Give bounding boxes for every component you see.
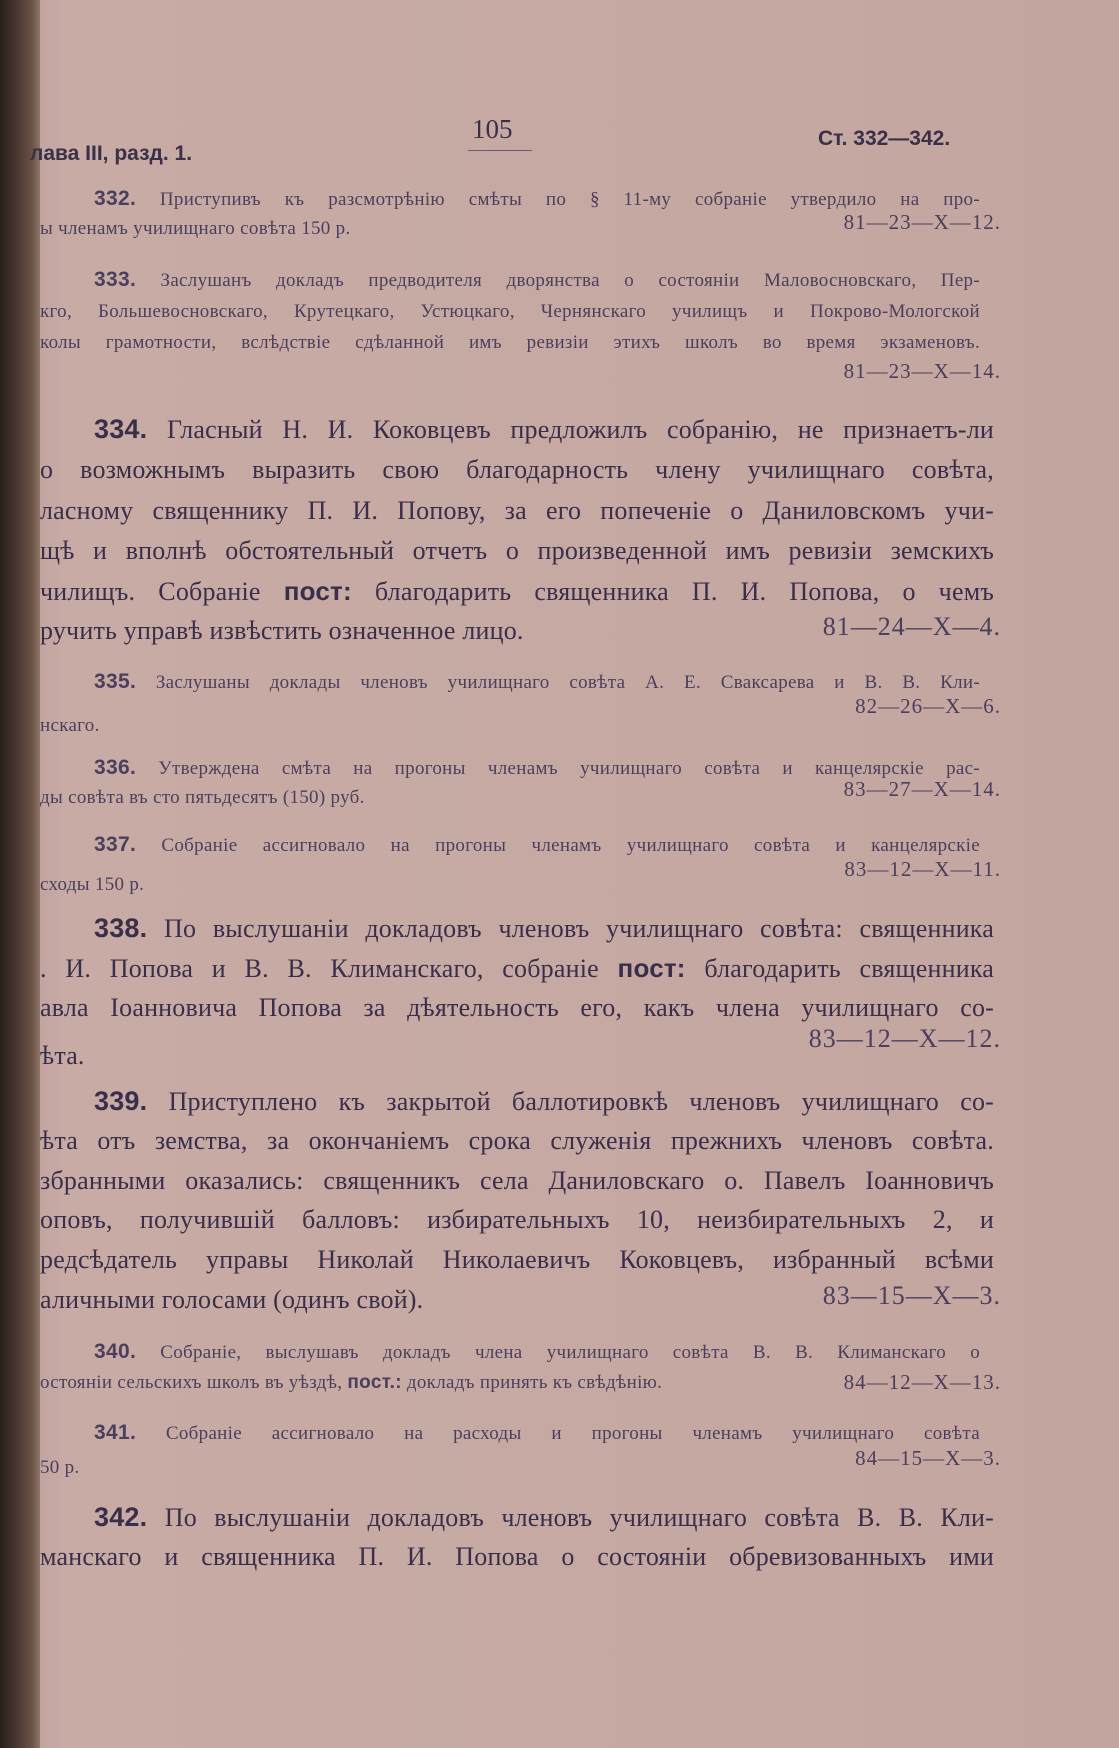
article-line: 50 р. <box>40 1457 80 1478</box>
article-line: ласному священнику П. И. Попову, за его попеченіе о Даниловскомъ учи- <box>40 496 994 525</box>
article-line: ды совѣта въ сто пятьдесятъ (150) руб. <box>40 787 365 808</box>
article-line: о возможнымъ выразить свою благодарность члену училищнаго совѣта, <box>40 455 994 484</box>
article-line: сходы 150 р. <box>40 874 145 895</box>
article-line: 340. Собраніе, выслушавъ докладъ члена училищнаго совѣта В. В. Климанскаго о <box>94 1340 980 1363</box>
resolution-keyword: пост: <box>283 576 352 606</box>
article-line: 332. Приступивъ къ разсмотрѣнію смѣты по § 11-му собраніе утвердило на про- <box>94 187 980 210</box>
article-number: 333. <box>94 268 137 291</box>
article-line: 334. Гласный Н. И. Коковцевъ предложилъ собранію, не признаетъ-ли <box>94 414 994 444</box>
article-line: 335. Заслушаны доклады членовъ училищнаго совѣта А. Е. Сваксарева и В. В. Кли- <box>94 670 980 693</box>
book-binding-edge <box>0 0 40 1748</box>
article-reference: 84—15—X—3. <box>855 1446 1001 1470</box>
article-reference: 81—24—X—4. <box>822 612 1001 641</box>
article-reference: 83—15—X—3. <box>822 1281 1001 1310</box>
article-number: 342. <box>94 1502 148 1532</box>
resolution-keyword: пост.: <box>347 1372 402 1393</box>
article-line: збранными оказались: священникъ села Даниловскаго о. Павелъ Іоанновичъ <box>40 1166 994 1195</box>
article-line: 336. Утверждена смѣта на прогоны членамъ училищнаго совѣта и канцелярскіе рас- <box>94 756 980 779</box>
article-line: аличными голосами (одинъ свой). <box>40 1285 424 1314</box>
article-number: 336. <box>94 756 137 779</box>
article-number: 338. <box>94 913 148 943</box>
article-line: 333. Заслушанъ докладъ предводителя дворянства о состояніи Маловосновскаго, Пер- <box>94 268 980 291</box>
article-reference: 83—12—X—11. <box>844 857 1001 881</box>
article-line: чилищъ. Собраніе пост: благодарить священника П. И. Попова, о чемъ <box>40 576 994 606</box>
article-line: 339. Приступлено къ закрытой баллотировкѣ членовъ училищнаго со- <box>94 1086 994 1116</box>
page-number: 105 <box>472 114 513 144</box>
resolution-keyword: пост: <box>617 953 686 983</box>
article-line: 341. Собраніе ассигновало на расходы и прогоны членамъ училищнаго совѣта <box>94 1421 980 1444</box>
article-reference: 83—12—X—12. <box>808 1024 1001 1053</box>
article-line: оповъ, получившій балловъ: избирательныхъ 10, неизбирательныхъ 2, и <box>40 1205 994 1234</box>
article-line: ѣта. <box>40 1041 85 1070</box>
article-line: кго, Большевосновскаго, Крутецкаго, Устюцкаго, Чернянскаго училищъ и Покрово-Мологской <box>40 301 980 322</box>
article-line: колы грамотности, вслѣдствіе сдѣланной имъ ревизіи этихъ школъ во время экзаменовъ. <box>40 332 980 353</box>
article-number: 340. <box>94 1340 137 1363</box>
article-number: 335. <box>94 670 137 693</box>
article-line: остояніи сельскихъ школъ въ уѣздѣ, пост.: докладъ принять къ свѣдѣнію. <box>40 1372 663 1393</box>
article-reference: 83—27—X—14. <box>843 777 1001 801</box>
article-number: 341. <box>94 1421 137 1444</box>
article-reference: 81—23—X—14. <box>843 359 1001 383</box>
article-line: ручить управѣ извѣстить означенное лицо. <box>40 616 524 645</box>
article-line: авла Іоанновича Попова за дѣятельность его, какъ члена училищнаго со- <box>40 993 994 1022</box>
article-line: редсѣдатель управы Николай Николаевичъ Коковцевъ, избранный всѣми <box>40 1245 994 1274</box>
chapter-section-header: лава III, разд. 1. <box>30 142 193 165</box>
article-line: ы членамъ училищнаго совѣта 150 р. <box>40 218 351 239</box>
article-line: . И. Попова и В. В. Климанскаго, собраніе пост: благодарить священника <box>40 953 994 983</box>
article-line: 342. По выслушаніи докладовъ членовъ училищнаго совѣта В. В. Кли- <box>94 1502 994 1532</box>
article-range-header: Ст. 332—342. <box>818 127 951 150</box>
article-line: манскаго и священника П. И. Попова о состояніи обревизованныхъ ими <box>40 1542 994 1571</box>
article-number: 332. <box>94 187 137 210</box>
article-number: 339. <box>94 1086 148 1116</box>
article-reference: 84—12—X—13. <box>843 1370 1001 1394</box>
article-reference: 82—26—X—6. <box>855 694 1001 718</box>
article-number: 334. <box>94 414 148 444</box>
article-line: ѣта отъ земства, за окончаніемъ срока служенія прежнихъ членовъ совѣта. <box>40 1126 994 1155</box>
article-number: 337. <box>94 833 137 856</box>
article-line: нскаго. <box>40 715 100 736</box>
article-line: 337. Собраніе ассигновало на прогоны членамъ училищнаго совѣта и канцелярскіе <box>94 833 980 856</box>
article-reference: 81—23—X—12. <box>843 210 1001 234</box>
article-line: 338. По выслушаніи докладовъ членовъ училищнаго совѣта: священника <box>94 913 994 943</box>
page-number-rule <box>468 150 532 151</box>
article-line: щѣ и вполнѣ обстоятельный отчетъ о произведенной имъ ревизіи земскихъ <box>40 536 994 565</box>
